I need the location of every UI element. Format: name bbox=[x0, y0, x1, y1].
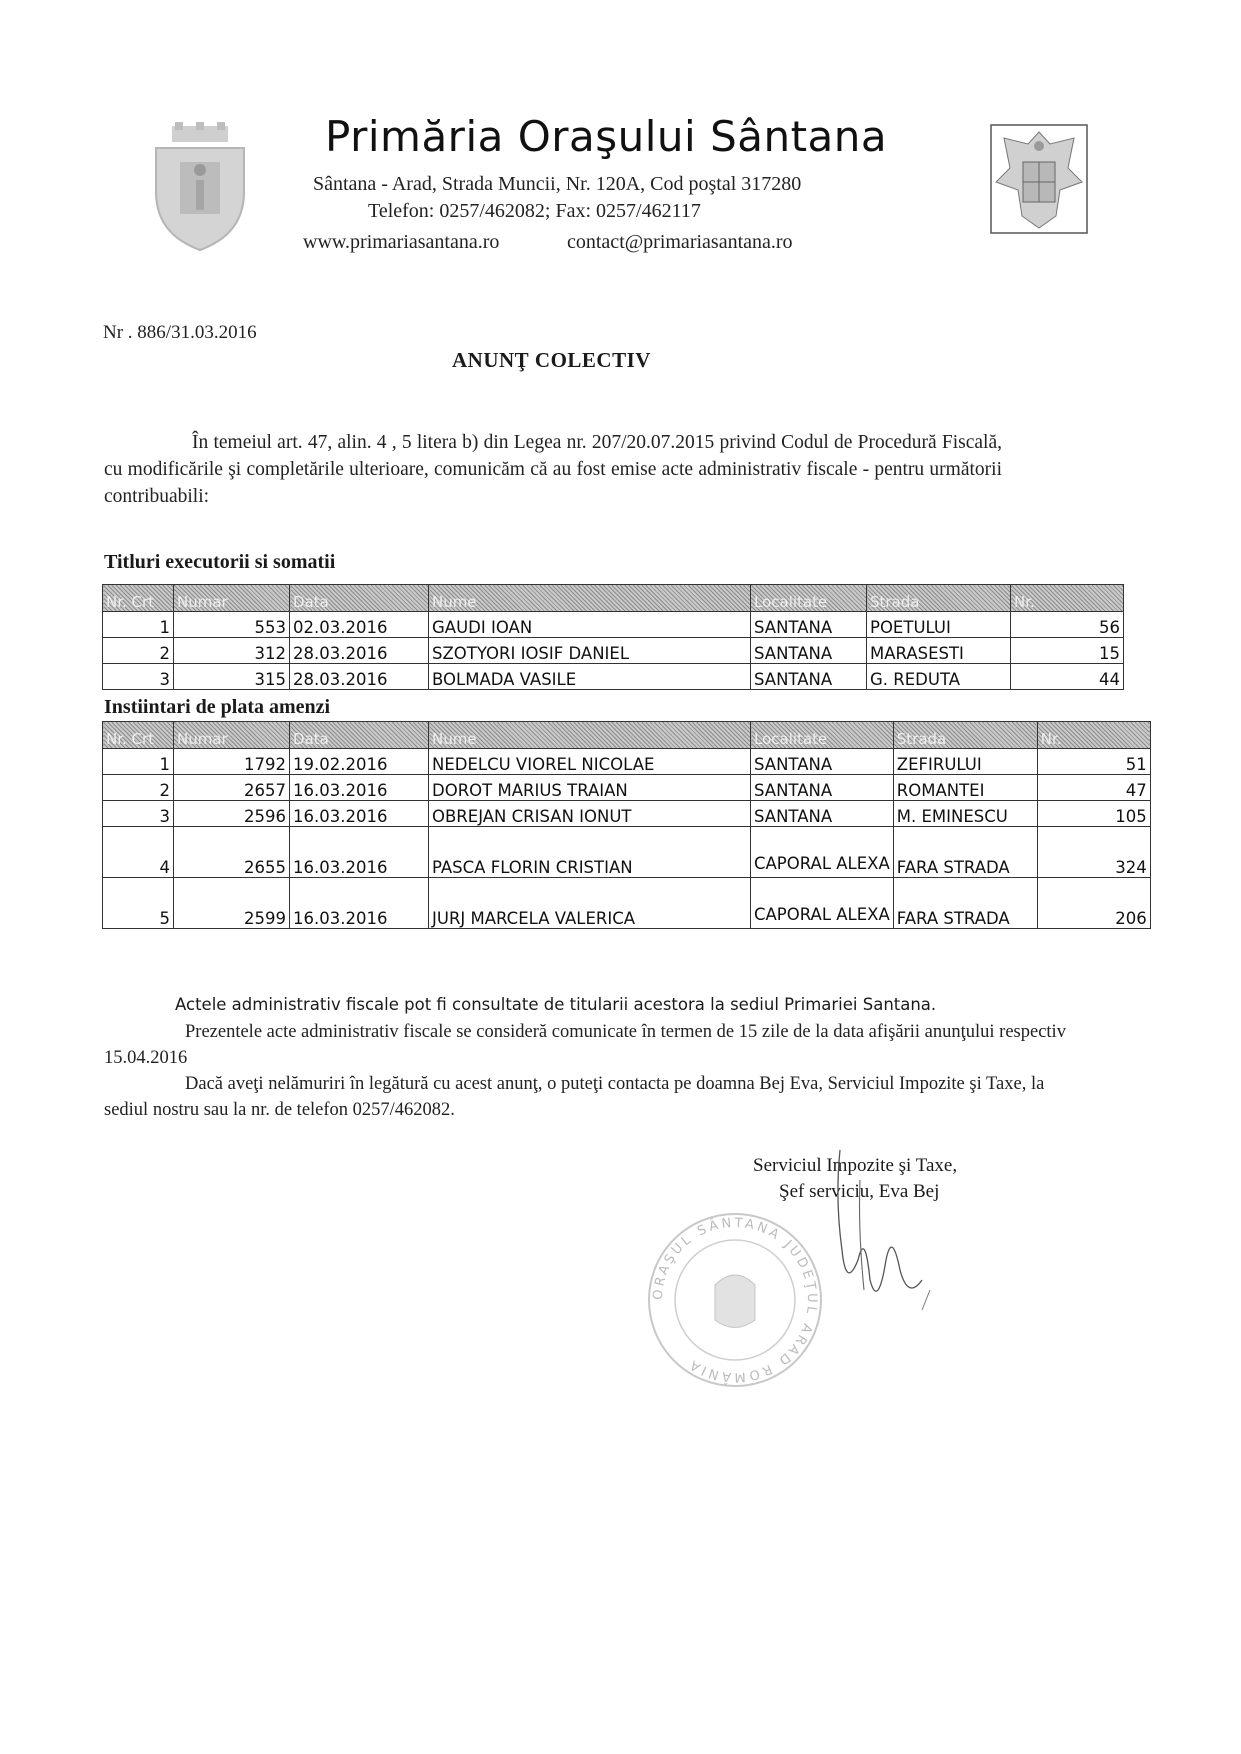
footer-contact-note: Dacă aveţi nelămuriri în legătură cu acest anunţ, o puteţi contacta pe doamna Bej Eva, Serviciul Impozite şi Taxe, la sediul nostru sau la nr. de telefon 0257/462082. bbox=[104, 1074, 1045, 1120]
col-header-data: Data bbox=[290, 585, 429, 612]
cell-nume: JURJ MARCELA VALERICA bbox=[429, 878, 751, 929]
cell-nume: DOROT MARIUS TRAIAN bbox=[429, 775, 751, 801]
col-header-localitate: Localitate bbox=[751, 585, 867, 612]
col-header-numar: Numar bbox=[174, 722, 290, 749]
cell-data: 16.03.2016 bbox=[290, 775, 429, 801]
cell-numar: 312 bbox=[174, 638, 290, 664]
section-title-titluri: Titluri executorii si somatii bbox=[104, 551, 336, 573]
table-header-row bbox=[103, 585, 1124, 612]
cell-nr: 206 bbox=[1037, 878, 1150, 929]
col-header-strada: Strada bbox=[867, 585, 1011, 612]
col-header-nr-crt: Nr. Crt bbox=[103, 722, 174, 749]
cell-crt: 2 bbox=[103, 775, 174, 801]
table-row bbox=[103, 827, 1151, 878]
cell-localitate: CAPORAL ALEXA bbox=[751, 878, 894, 929]
svg-text:ORAŞUL SÂNTANA JUDEŢUL ARAD RO: ORAŞUL SÂNTANA JUDEŢUL ARAD ROMÂNIA bbox=[650, 1215, 820, 1385]
cell-strada: ZEFIRULUI bbox=[893, 749, 1037, 775]
col-header-nr-crt: Nr. Crt bbox=[103, 585, 174, 612]
cell-strada: M. EMINESCU bbox=[893, 801, 1037, 827]
header-address: Sântana - Arad, Strada Muncii, Nr. 120A, Cod poştal 317280 bbox=[313, 173, 802, 195]
header-email: contact@primariasantana.ro bbox=[567, 231, 793, 253]
cell-nr: 15 bbox=[1011, 638, 1124, 664]
intro-paragraph: În temeiul art. 47, alin. 4 , 5 litera b) din Legea nr. 207/20.07.2015 privind Codul de Procedură Fiscală, cu modificările şi completările ulterioare, comunicăm că au fost emise acte administrativ fiscale - pentru următorii contribuabili: bbox=[104, 432, 1002, 507]
official-stamp-icon bbox=[645, 1210, 825, 1390]
footer-communication-note: Prezentele acte administrativ fiscale se consideră comunicate în termen de 15 zile de la data afişării anunţului respectiv 15.04.2016 bbox=[104, 1022, 1066, 1068]
cell-nume: GAUDI IOAN bbox=[429, 612, 751, 638]
cell-nr: 51 bbox=[1037, 749, 1150, 775]
cell-nume: SZOTYORI IOSIF DANIEL bbox=[429, 638, 751, 664]
cell-numar: 553 bbox=[174, 612, 290, 638]
cell-data: 02.03.2016 bbox=[290, 612, 429, 638]
handwritten-signature-icon bbox=[830, 1140, 940, 1320]
col-header-nr: Nr. bbox=[1037, 722, 1150, 749]
cell-crt: 1 bbox=[103, 612, 174, 638]
table-row bbox=[103, 749, 1151, 775]
table-row bbox=[103, 878, 1151, 929]
city-coat-of-arms-icon bbox=[150, 122, 250, 252]
cell-numar: 2657 bbox=[174, 775, 290, 801]
cell-localitate: SANTANA bbox=[751, 749, 894, 775]
cell-strada: POETULUI bbox=[867, 612, 1011, 638]
cell-localitate: SANTANA bbox=[751, 664, 867, 690]
document-title: ANUNŢ COLECTIV bbox=[452, 348, 651, 372]
cell-numar: 315 bbox=[174, 664, 290, 690]
cell-data: 28.03.2016 bbox=[290, 664, 429, 690]
cell-strada: FARA STRADA bbox=[893, 878, 1037, 929]
cell-localitate: SANTANA bbox=[751, 612, 867, 638]
col-header-nume: Nume bbox=[429, 722, 751, 749]
cell-nr: 56 bbox=[1011, 612, 1124, 638]
col-header-nr: Nr. bbox=[1011, 585, 1124, 612]
cell-nr: 47 bbox=[1037, 775, 1150, 801]
cell-nr: 324 bbox=[1037, 827, 1150, 878]
cell-numar: 1792 bbox=[174, 749, 290, 775]
cell-data: 28.03.2016 bbox=[290, 638, 429, 664]
cell-crt: 5 bbox=[103, 878, 174, 929]
cell-numar: 2596 bbox=[174, 801, 290, 827]
cell-crt: 3 bbox=[103, 664, 174, 690]
table-header-row bbox=[103, 722, 1151, 749]
cell-strada: ROMANTEI bbox=[893, 775, 1037, 801]
col-header-data: Data bbox=[290, 722, 429, 749]
instiintari-table bbox=[102, 721, 1151, 929]
cell-data: 19.02.2016 bbox=[290, 749, 429, 775]
cell-data: 16.03.2016 bbox=[290, 801, 429, 827]
col-header-numar: Numar bbox=[174, 585, 290, 612]
cell-strada: FARA STRADA bbox=[893, 827, 1037, 878]
col-header-nume: Nume bbox=[429, 585, 751, 612]
cell-data: 16.03.2016 bbox=[290, 878, 429, 929]
section-title-instiintari: Instiintari de plata amenzi bbox=[104, 696, 331, 718]
cell-nume: PASCA FLORIN CRISTIAN bbox=[429, 827, 751, 878]
cell-crt: 2 bbox=[103, 638, 174, 664]
cell-localitate: SANTANA bbox=[751, 775, 894, 801]
page-title: Primăria Oraşului Sântana bbox=[325, 112, 888, 161]
footer-consult-note: Actele administrativ fiscale pot fi consultate de titularii acestora la sediul Primariei Santana. bbox=[175, 995, 937, 1014]
national-coat-of-arms-icon bbox=[990, 124, 1088, 234]
cell-crt: 3 bbox=[103, 801, 174, 827]
cell-strada: G. REDUTA bbox=[867, 664, 1011, 690]
cell-nume: OBREJAN CRISAN IONUT bbox=[429, 801, 751, 827]
signature-department: Serviciul Impozite şi Taxe, bbox=[753, 1155, 958, 1176]
cell-nume: BOLMADA VASILE bbox=[429, 664, 751, 690]
cell-localitate: SANTANA bbox=[751, 801, 894, 827]
titluri-table bbox=[102, 584, 1124, 690]
table-row bbox=[103, 775, 1151, 801]
cell-strada: MARASESTI bbox=[867, 638, 1011, 664]
cell-data: 16.03.2016 bbox=[290, 827, 429, 878]
cell-localitate: SANTANA bbox=[751, 638, 867, 664]
cell-nr: 105 bbox=[1037, 801, 1150, 827]
cell-localitate: CAPORAL ALEXA bbox=[751, 827, 894, 878]
col-header-strada: Strada bbox=[893, 722, 1037, 749]
table-row bbox=[103, 664, 1124, 690]
cell-numar: 2655 bbox=[174, 827, 290, 878]
table-row bbox=[103, 801, 1151, 827]
cell-crt: 1 bbox=[103, 749, 174, 775]
cell-numar: 2599 bbox=[174, 878, 290, 929]
cell-crt: 4 bbox=[103, 827, 174, 878]
document-number: Nr . 886/31.03.2016 bbox=[103, 322, 257, 343]
signature-role: Şef serviciu, Eva Bej bbox=[779, 1181, 940, 1202]
table-row bbox=[103, 612, 1124, 638]
col-header-localitate: Localitate bbox=[751, 722, 894, 749]
header-website: www.primariasantana.ro bbox=[303, 231, 500, 253]
header-phone: Telefon: 0257/462082; Fax: 0257/462117 bbox=[368, 200, 701, 222]
cell-nume: NEDELCU VIOREL NICOLAE bbox=[429, 749, 751, 775]
cell-nr: 44 bbox=[1011, 664, 1124, 690]
table-row bbox=[103, 638, 1124, 664]
